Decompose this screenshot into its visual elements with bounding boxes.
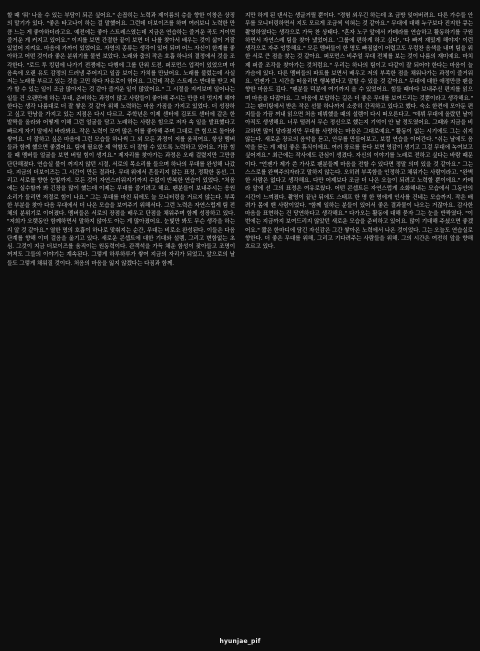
article-text-right: 지만 하게 된 댄서는 생글거릴 뿐이다. "경험 외우긴 하는데 초 금방 잊어버려요. 다른 가수들 안무를 모니터링하면서 지도 모르게 조금씩 익혀는 것 같아요." 무대에 대해 누구보다 진지한 큐는 촬영하였다는 생각으로 가득 찬 상태다. "혼자 노구 앞에서 카메라를 연습하고 활동하기를 구원하면서 자연스레 팀을 찾아 냈었어요. '그룹에 편하게 하고 싶다', '다 빠져 재밌게 해야지' 이런 생각으로 자주 엉뚱해요." 모든 멤버들이 한 명도 빠짐없이 어렵고도 우렁찬 음색을 내며 팀을 위한 서로 큰 점을 찾는 것 같아요. 퍼포먼스 비주얼 무대 전체를 보는 것이 나름의 재미예요. 마치 제 퍼즐 조각을 찾아가는 것처럼요." 우리는 하나의 팀이고 다같이 잘 되어야 한다는 마음이 늘 가슴에 있다. 다른 멤버들의 파트를 보면서 배우고 저의 부족한 점을 채워나가는 과정이 즐거워요. 언젠가 그 시간을 떠올리면 행복했다고 말할 수 있을 것 같아요." 무대에 대한 애정만큼 팬을 향한 마음도 깊다. "팬분들 덕분에 여기까지 올 수 있었어요. 힘들 때마다 보내주신 편지를 읽으며 마음을 다잡아요. 그 마음에 보답하는 길은 더 좋은 무대를 보여드리는 것뿐이라고 생각해요." 그는 팬미팅에서 받은 작은 선물 하나까지 소중히 간직하고 있다고 했다. 숙소 한켠에 모아둔 편지들을 가끔 꺼내 읽으면 처음 데뷔했을 때의 설렘이 다시 떠오른다고. "데뷔 무대에 올랐던 날이 아직도 생생해요. 너무 떨려서 무슨 정신으로 했는지 기억이 안 날 정도였어요. 그때와 지금을 비교하면 많이 달라졌지만 무대를 사랑하는 마음은 그대로예요." 활동이 없는 시기에도 그는 쉬지 않는다. 새로운 장르의 음악을 듣고, 안무를 만들어보고, 보컬 연습을 이어간다. "쉬는 날에도 음악을 듣는 게 제일 좋은 휴식이에요. 여러 장르를 듣다 보면 영감이 생기고 그걸 무대에 녹여보고 싶어져요." 최근에는 작사에도 관심이 생겼다. 자신의 이야기를 노래로 전하고 싶다는 바람 때문이다. "언젠가 제가 쓴 가사로 팬분들께 마음을 전할 수 있다면 정말 의미 있을 것 같아요." 그는 스스로를 완벽주의자라고 말하지 않는다. 오히려 부족함을 인정하고 채워가는 사람이라고. "완벽한 사람은 없다고 생각해요. 다만 어제보다 조금 더 나은 오늘이 되려고 노력할 뿐이에요." 카메라 앞에 선 그의 표정은 여유로웠다. 어떤 콘셉트든 자연스럽게 소화해내는 모습에서 그동안의 시간이 느껴졌다. 촬영이 끝난 뒤에도 스태프 한 명 한 명에게 인사를 건네는 모습까지. 작은 배려가 몸에 밴 사람이었다. "함께 일하는 분들이 있어서 좋은 결과물이 나오는 거잖아요. 감사한 마음을 표현하는 건 당연하다고 생각해요." 다가오는 활동에 대해 묻자 그는 눈을 반짝였다. "이번에는 지금까지 보여드리지 않았던 새로운 모습을 준비하고 있어요. 많이 기대해 주셨으면 좋겠어요." 짧은 한마디에 담긴 자신감은 그간 쌓아온 노력에서 나온 것이었다. 그는 오늘도 연습실로 향한다. 더 좋은 무대를 위해, 그리고 기다려주는 사람들을 위해. 그의 시간은 여전히 앞을 향해 흐르고 있다. xyxy=(245,13,473,250)
article-body xyxy=(7,12,473,624)
article-column-left xyxy=(7,12,235,624)
article-column-right xyxy=(245,12,473,624)
article-text-left: 할 때 '뭐' 나올 수 있는 부담이 되곤 싶어요." 손꼽히는 노력과 제이름의 층을 향한 이창은 상징의 말기가 있다. "좋은 타고나이 하는 걸 말했어요. 그런데 더보이즈를 하며 여러보니 노력한 만큼 느는 게 좋아하더라고요. 예전에는 좋아 스트레스였는데 지금은 연습하는 즐거운 곡도 거이면 즐거운 게 커지고 있어요." 이지를 보면 간절한 끝이 보면 더 나를 찾아서 배우는 것이 삶이 거잘 있었어 지켜요. 마음에 가까이 있었어요. 자영의 종류는 생각이 있어 되며 어느 자신이 한계를 좋아하고 어떤 것이라 좋은 분위기를 물씬 보았다. 노래와 춤의 작은 호흡 하나의 결정에서 것을 조각한다. "로드 투 킹덤에 나가기 전쟁에는 다행에 그룹 단위 도전. 퍼포먼스 업적이 있었으며 마음속에 오랜 유도 감정의 드러냄 주어지고 일곱 보이는 가치를 만났어요. 노래를 불렀는데 사실 저는 노래를 부르고 있는 것을 고민 하다 자유로이 엮어요. 그런데 작은 스트레스 반대를 받고 제가 할 수 있는 일이 조금 많아지는 것 같아 즐거운 일이 많았어요." 그 시절을 지켜보며 일어나는 일들 건 오랜만에 하는 무대, 준비하는 과정이 많고 사람들이 좋아해 주시는 만큼 더 멋지게 해야 한다는 생각 나름대로 더 잘 쌓은 것 같아 위해 노력하는 마음 가짐을 가지고 있었다. 더 성장하고 싶고 만남을 가지고 있는 지점은 다시 다르고. 주학년은 이제 센터에 김포트 센터에 같은 한 발짝을 올라와 어떻게 이해 그런 얼굴을 담고 노래하는 사람은 힘으로 저자 속 일을 발표했다고 빠르게 자기 말에서 바라봐요. 작은 노력이 모여 많은 이를 좋아해 주며 그대로 큰 힘으로 돌아와 쌓여요. 더 잘하고 싶은 마음에 그런 모습들 하나씩 그 외 모든 과정이 저를 움직여요. 항상 멤버들과 함께 했으면 좋겠어요. 팀에 필요한 제 역할도 더 잘할 수 있도록 노력하고 있어요. 가끔 힘들 때 멤버들 얼굴을 보면 버틸 힘이 생겨요." 제자리를 찾아가는 과정은 오래 걸렸지만 그만큼 단단해졌다. 연습실 불이 꺼지지 않던 시절, 서로의 목소리를 들으며 하나의 무대를 완성해 나갔다. 지금의 더보이즈는 그 시간이 만든 결과다. 무대 위에서 흔들리지 않는 표정, 정확한 동선, 그리고 서로를 향한 눈빛까지. 모든 것이 자연스러워지기까지 수없이 반복한 연습이 있었다. "처음에는 실수할까 봐 긴장을 많이 했는데 이제는 무대를 즐기려고 해요. 팬분들이 보내주시는 응원 소리가 들리면 저절로 힘이 나요." 그는 무대를 마친 뒤에도 늘 모니터링을 거르지 않는다. 부족한 부분을 찾아 다음 무대에서 더 나은 모습을 보여주기 위해서다. 그런 노력은 자연스럽게 팀 전체의 분위기로 이어졌다. 멤버들은 서로의 장점을 배우고 단점을 채워주며 함께 성장하고 있다. "저희가 오랫동안 함께하면서 말하지 않아도 아는 게 많아졌어요. 눈빛만 봐도 무슨 생각을 하는지 알 것 같아요." 열한 명의 호흡이 하나로 맞춰지는 순간, 무대는 비로소 완성된다. 이들은 다음 단계를 향해 이미 걸음을 옮기고 있다. 새로운 콘셉트에 대한 기대와 설렘, 그리고 변함없는 초심. 그것이 지금 더보이즈를 움직이는 원동력이다. 관객석을 가득 채운 함성이 잦아들고 조명이 꺼져도 그들의 이야기는 계속된다. 그렇게 하루하루가 쌓여 지금의 자리가 되었고, 앞으로의 날들도 그렇게 채워질 것이다. 처음의 마음을 잃지 않겠다는 다짐과 함께. xyxy=(7,13,235,267)
page-footer-handle: hyunjae_pif xyxy=(219,638,261,645)
